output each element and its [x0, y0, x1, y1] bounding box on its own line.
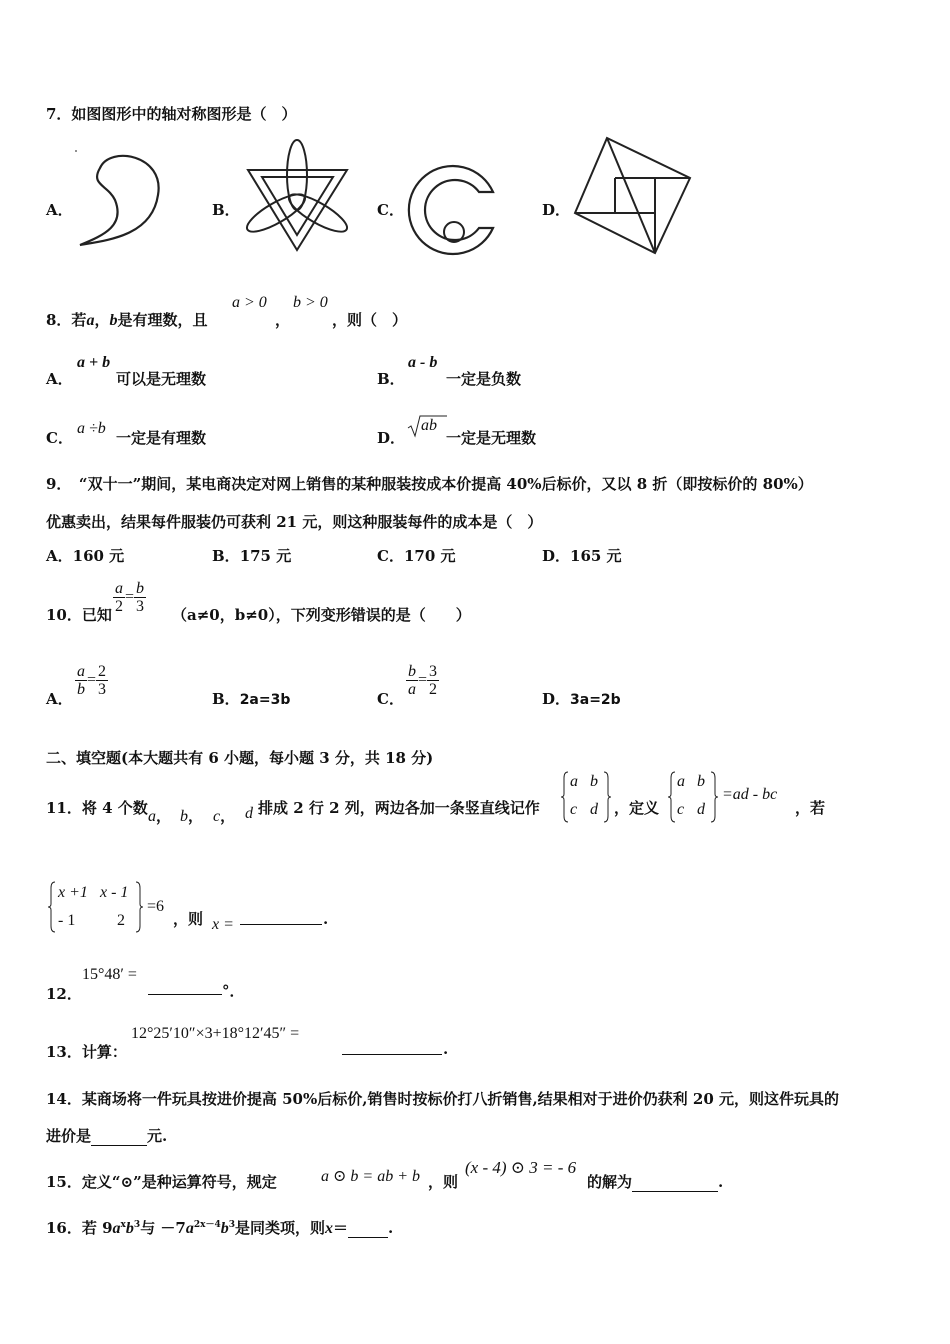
q16-answer-blank[interactable] — [348, 1223, 388, 1238]
q7-option-b-label: B． — [212, 201, 240, 219]
q10-option-a-expr: $\frac{a}{b}$ = $\frac{2}{3}$ — [77, 663, 107, 698]
q9-line2: 优惠卖出，结果每件服装仍可获利 21 元，则这种服装每件的成本是（ ） — [46, 513, 543, 531]
q8-option-c-text: 一定是有理数 — [116, 429, 207, 447]
q10-given: $\frac{a}{2}$ = $\frac{b}{3}$ — [115, 580, 145, 615]
q7-option-c-label: C． — [377, 201, 404, 219]
q8-option-a-label: A． — [46, 370, 73, 388]
triangle-ellipses-icon — [240, 135, 355, 255]
q15-rule: a ⊙ b = ab + b — [321, 1168, 420, 1185]
q14-line2: 进价是 元. — [46, 1127, 168, 1145]
q11-cond-m11: x +1 — [58, 884, 88, 901]
q12-num: 12． — [46, 985, 82, 1003]
q10-option-b: B．2a=3b — [212, 690, 291, 708]
q11-cond-m12: x - 1 — [100, 884, 129, 901]
q8-sep: ， — [275, 311, 291, 329]
q11-prefix: 11．将 4 个数 — [46, 799, 148, 817]
q7-stem: 7．如图图形中的轴对称图形是（ ） — [46, 105, 297, 123]
q8-option-a-expr: a + b — [77, 354, 111, 371]
q11-var-c: c， — [213, 808, 236, 825]
q12-answer-blank[interactable] — [148, 980, 222, 995]
q10-tail: （a≠0，b≠0），下列变形错误的是（ ） — [172, 606, 471, 624]
q14-answer-blank[interactable] — [91, 1131, 147, 1146]
q9-line1: 9． “双十一”期间，某电商决定对网上销售的某种服装按成本价提高 40%后标价，又以 8 折（即按标价的 80%） — [46, 475, 813, 493]
q11-def-matrix-a: a — [677, 773, 685, 790]
q8-option-c-expr: a ÷b — [77, 420, 106, 437]
q11-tail: ，若 — [795, 799, 826, 817]
q11-def-matrix-b: b — [697, 773, 705, 790]
q11-matrix-d: d — [590, 801, 598, 818]
q16-stem: 16．若 $9a^xb^3$与 $-7a^{2x-4}b^3$是同类项，则x＝ . — [46, 1219, 394, 1237]
q11-def-matrix-c: c — [677, 801, 685, 818]
q10-option-c-expr: $\frac{b}{a}$ = $\frac{3}{2}$ — [408, 663, 438, 698]
q8-tail: ，则（ ） — [332, 311, 408, 329]
q13-answer-blank[interactable] — [342, 1040, 442, 1055]
q11-matrix-b: b — [590, 773, 598, 790]
q11-matrix-c: c — [570, 801, 578, 818]
q8-option-b-expr: a - b — [408, 354, 438, 371]
q11-matrix-a: a — [570, 773, 578, 790]
q11-def-matrix-d: d — [697, 801, 705, 818]
q13-label: 13．计算： — [46, 1043, 127, 1061]
q8-option-c-label: C． — [46, 429, 73, 447]
q11-answer-blank[interactable] — [240, 910, 322, 925]
q9-option-d: D．165 元 — [542, 547, 622, 565]
q11-var-b: b， — [180, 808, 204, 825]
q8-option-a-text: 可以是无理数 — [116, 370, 207, 388]
q11-eq6: =6 — [147, 898, 165, 915]
q13-end: . — [443, 1040, 449, 1058]
q8-option-d-text: 一定是无理数 — [446, 429, 537, 447]
q15-mid: ，则 — [428, 1173, 459, 1191]
q10-option-d: D．3a=2b — [542, 690, 621, 708]
curl-shape-icon — [70, 140, 170, 260]
section2-title: 二、填空题(本大题共有 6 小题，每小题 3 分，共 18 分) — [46, 749, 434, 767]
q11-end: . — [323, 910, 329, 928]
q11-cond-m22: 2 — [117, 912, 125, 929]
q11-var-d: d — [245, 805, 253, 822]
square-in-square-icon — [570, 133, 695, 258]
q11-then: ，则 — [173, 910, 204, 928]
c-ring-circle-icon — [405, 160, 505, 260]
q11-xeq: x = — [212, 916, 234, 933]
q11-def: ，定义 — [614, 799, 660, 817]
q8-stem: 8．若a，b是有理数，且 — [46, 311, 208, 329]
q10-option-c-label: C． — [377, 690, 404, 708]
q12-end: °． — [222, 982, 245, 1000]
q8-option-b-text: 一定是负数 — [446, 370, 522, 388]
q11-rhs: =ad - bc — [722, 786, 778, 803]
q8-option-b-label: B． — [377, 370, 405, 388]
q13-expr: 12°25′10″×3+18°12′45″ = — [131, 1025, 300, 1042]
q7-option-a-label: A． — [46, 201, 73, 219]
q10-prefix: 10．已知 — [46, 606, 112, 624]
q14-line1: 14．某商场将一件玩具按进价提高 50%后标价,销售时按标价打八折销售,结果相对于进价仍获利 20 元，则这件玩具的 — [46, 1090, 839, 1108]
q8-cond-a: a > 0 — [232, 294, 267, 311]
q9-option-a: A．160 元 — [46, 547, 125, 565]
q15-equation: (x - 4) ⊙ 3 = - 6 — [465, 1158, 577, 1177]
q10-option-a-label: A． — [46, 690, 73, 708]
q11-cond-m21: - 1 — [58, 912, 76, 929]
q11-mid: 排成 2 行 2 列，两边各加一条竖直线记作 — [258, 799, 540, 817]
q15-prefix: 15．定义“⊙”是种运算符号，规定 — [46, 1173, 277, 1191]
q8-option-d-label: D． — [377, 429, 406, 447]
q15-answer-blank[interactable] — [632, 1177, 718, 1192]
q9-option-b: B．175 元 — [212, 547, 292, 565]
q11-var-a: a， — [148, 808, 172, 825]
q12-expr: 15°48′ = — [82, 966, 137, 983]
q9-option-c: C．170 元 — [377, 547, 456, 565]
q7-option-d-label: D． — [542, 201, 571, 219]
q15-tail: 的解为 . — [587, 1173, 724, 1191]
q8-option-d-expr: ab — [421, 417, 437, 434]
q8-cond-b: b > 0 — [293, 294, 328, 311]
